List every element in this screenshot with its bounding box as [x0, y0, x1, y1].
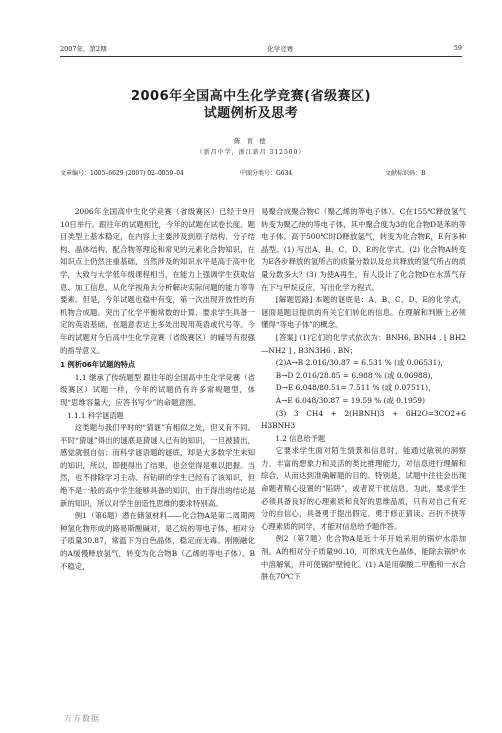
affiliation: （新昌中学，浙江新昌 312500）	[196, 149, 306, 156]
running-header	[60, 44, 462, 57]
paragraph: 易聚合成聚合物C（聚乙烯的等电子体）。C在155℃释放氢气转变为聚乙炔的等电子体，其中聚合度为3的化合物D是苯的等电子体。高于500℃时D释放氢气，转变为化合物E，E有多种晶型。(1) 写出A、B、C、D、E的化学式。(2) 化合物A转变为E各步释放的氢所占的质量分数以及总共释放的氢气所占的质量分数多大？(3) 为使A再生，有人设计了化合物D在水蒸气存在下与甲烷反应，写出化学方程式。	[261, 207, 466, 292]
article-number: 文章编号：1005–6629 (2007) 02–0059–04	[60, 170, 184, 177]
header-journal: 化学竞赛	[267, 45, 294, 53]
solution-idea: [解题思路] 本题的谜底是：A、B、C、D、E的化学式，谜面是题目提供的有关它们转化的信息。在理解和判断上必须懂得“等电子体”的概念。	[261, 295, 466, 330]
answer-line: D→E 6.048/80.51= 7.511 % (或 0.07511)，	[275, 383, 436, 393]
answer-line: (2)A→B 2.016/30.87 = 6.531 % (或 0.06531)，	[275, 358, 448, 368]
subsection-heading: 1.2 信息给予题	[275, 433, 326, 443]
title-line-2: 试题例析及思考	[203, 106, 299, 121]
answer-line: [答案] (1)它们的化学式依次为：BNH6, BNH4 , [ BH2—NH2 ] , B3N3H6 , BN；	[261, 332, 466, 355]
title-line-1: 2006年全国高中生化学竞赛(省级赛区)	[130, 89, 372, 104]
paragraph: 这类题与我们平时的“猜谜”有相似之处，但又有不同。平时“猜谜”得出的谜底是猜谜人已有的知识，一旦被猜出，感觉就很自信；而科学谜语题的谜底，却是大多数学生未知的知识，所以，即便得出了结果，也会觉得是难以把握。当然，也不排除学习主动、有钻研的学生已经有了该知识，但绝不是一般的高中学生能够具备的知识，由于得出的结论是新的知识，所以对学生创造性思维的要求特别高。	[60, 423, 255, 508]
header-page-number: 59	[453, 44, 462, 52]
header-issue: 2007年，第2期	[60, 45, 107, 53]
example-paragraph: 例2（第7题）化合物A是近十年开始采用的锅炉水添加剂。A的相对分子质量90.10，可形成无色晶体，能除去锅炉水中溶解氧，并可使锅炉壁钝化。(1) A是用碳酸二甲酯和一水合肼在70℃下	[261, 534, 466, 582]
document-code: 文献标识码：B	[385, 170, 426, 177]
left-column	[60, 206, 255, 573]
paragraph: 它要求学生面对陌生情景和信息时，能通过敏锐的洞察力、丰富的想象力和灵活的类比推理能力，对信息进行理解和综合，从而达到准确解题的目的。特别是，试题中往往会出现命题者精心设置的“陷阱”，或者说干扰信息。为此，要求学生必须具备良好的心理素质和良好的思维品质，只有对自己有充分的自信心，具备勇于提出假定、勇于修正猜读、百折不挠等心理素质的同学，才能对信息给予题作答。	[261, 446, 466, 531]
article-meta	[60, 168, 462, 177]
answer-line: A→E 6.048/30.87 = 19.59 % (或 0.1959)	[275, 395, 426, 405]
answer-line: B→D 2.016/28.85 = 6.988 % (或 0.06988)，	[275, 370, 438, 380]
author: 陈 育 德	[234, 137, 268, 145]
clc-number: 中图分类号：G634	[240, 170, 293, 177]
answer-line: (3) 3 CH4 + 2(HBNH)3 + 6H2O=3CO2+6 H3BNH3	[261, 408, 466, 431]
example-paragraph: 例1（第6题）潜在储氢材料——化合物A是第二周期两种氢化物形成的路易斯酸碱对，是乙烷的等电子体，相对分子质量30.87，常温下为白色晶体，稳定而无毒。刚刚融化的A缓慢释放氢气，转变为化合物B（乙烯的等电子体）。B不稳定，	[60, 511, 255, 571]
section-heading: 1 例析06年试题的特点	[60, 360, 136, 370]
paragraph: 1.1 继承了传统题型 跟往年的全国高中生化学竞赛（省级赛区）试题一样，今年的试题仍有许多常规题型，体现“思维容量大，应答书写少”的命题意图。	[60, 372, 255, 407]
subsection-heading: 1.1.1 科学谜语题	[67, 410, 124, 420]
intro-paragraph: 2006年全国高中生化学竞赛（省级赛区）已经于9月10日举行。跟往年的试题相比，今年的试题在试卷长度、题目类型上基本稳定，在内容上主要涉及到原子结构、分子结构、晶体结构、配合物等理论和常见的元素化合物知识，在知识点上仍然注重基础，当然涉及的知识水平是高于高中化学，大致与大学低年级课程相当，在能力上强调学生获取信息、加工信息、从化学视角去分析解决实际问题的能力等等要素。但是，今年试题也稳中有变，第一次出现开放性的有机物合成题、突出了化学平衡常数的计算、要求学生具备一定的英语基础，在题意表达上多处出现用英语或代号等。今年的试题对今后高中生化学竞赛（省级赛区）的辅导有很强的指导意义。	[60, 207, 255, 355]
article-title	[0, 88, 502, 122]
watermark-footer: 万方数据	[64, 714, 100, 723]
right-column	[261, 206, 466, 584]
